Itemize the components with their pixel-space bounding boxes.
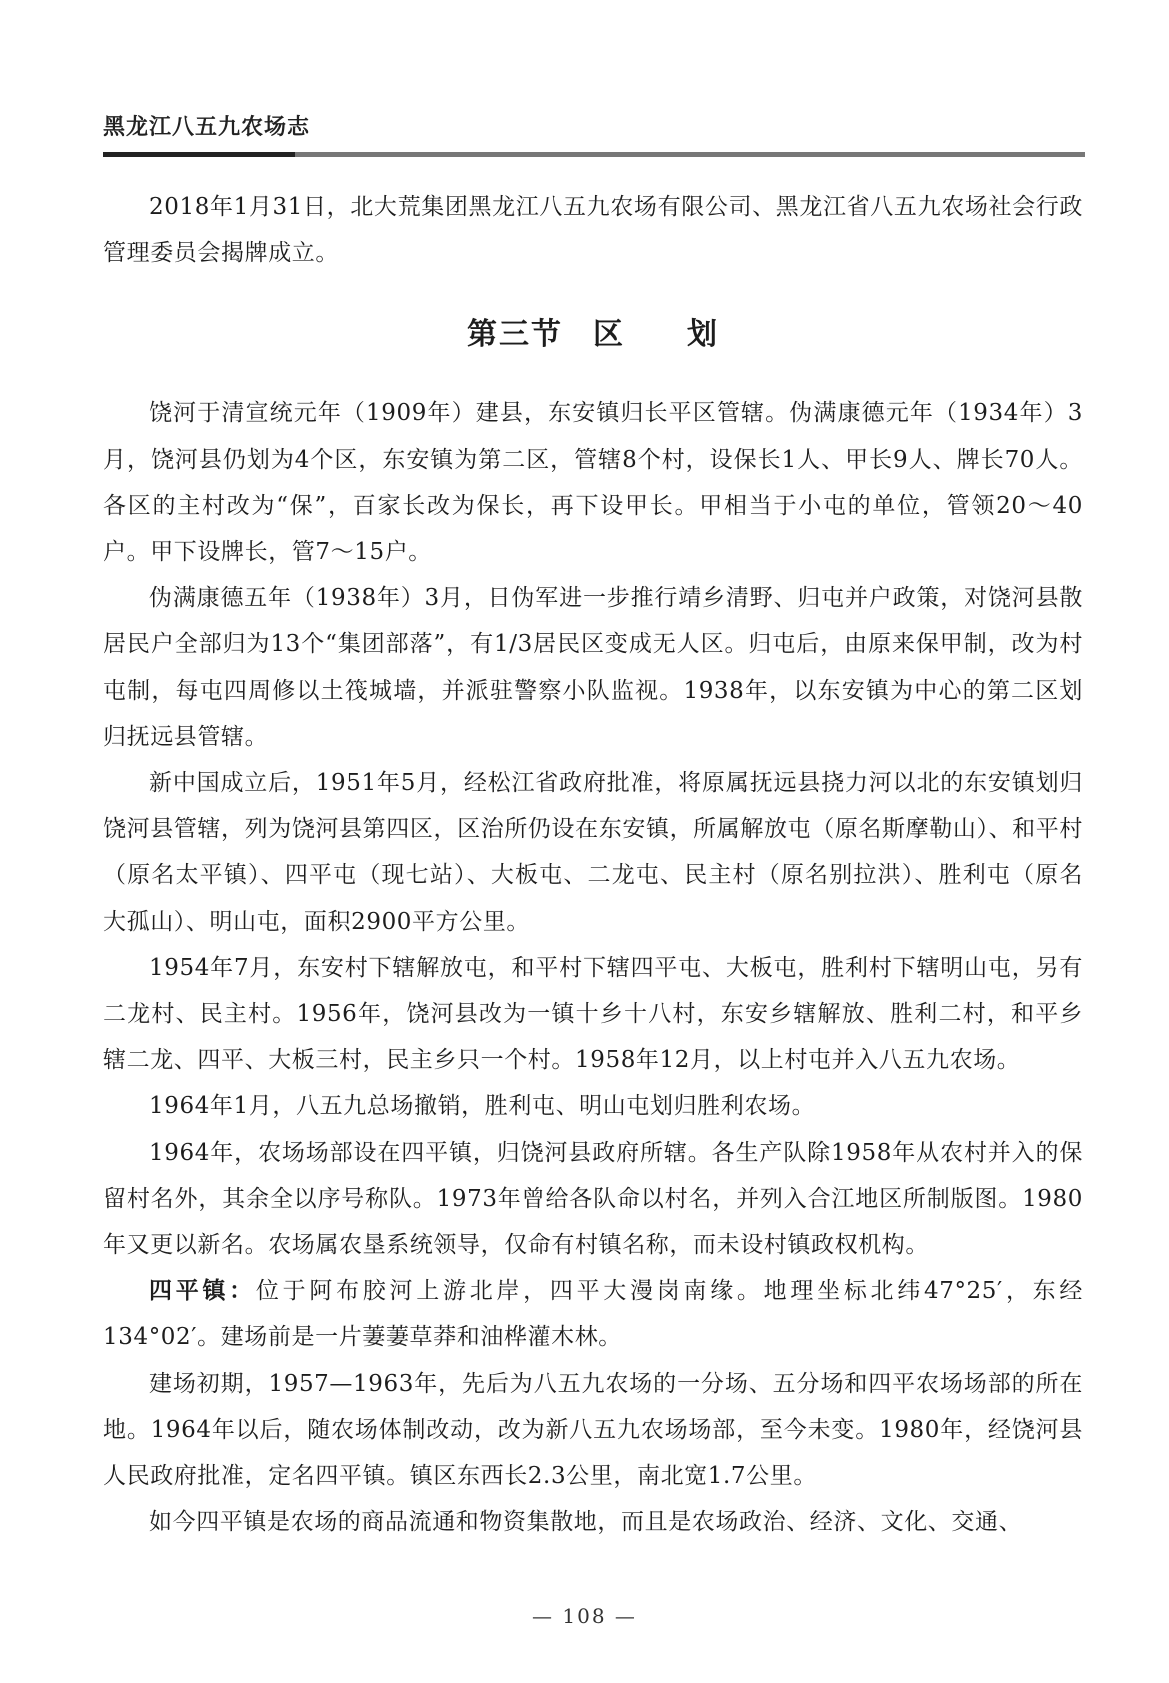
siping-lead: 四平镇： (149, 1277, 256, 1305)
paragraph-6: 1964年，农场场部设在四平镇，归饶河县政府所辖。各生产队除1958年从农村并入的保留村名外，其余全以序号称队。1973年曾给各队命以村名，并列入合江地区所制版图。1980年又更以新名。农场属农垦系统领导，仅命有村镇名称，而未设村镇政权机构。 (103, 1139, 1083, 1259)
page-number: — 108 — (532, 1604, 637, 1628)
page-body (103, 184, 1083, 1545)
paragraph-3: 新中国成立后，1951年5月，经松江省政府批准，将原属抚远县挠力河以北的东安镇划归饶河县管辖，列为饶河县第四区，区治所仍设在东安镇，所属解放屯（原名斯摩勒山）、和平村（原名太平镇）、四平屯（现七站）、大板屯、二龙屯、民主村（原名别拉洪）、胜利屯（原名大孤山）、明山屯，面积2900平方公里。 (103, 770, 1083, 935)
paragraph-2: 伪满康德五年（1938年）3月，日伪军进一步推行靖乡清野、归屯并户政策，对饶河县散居民户全部归为13个“集团部落”，有1/3居民区变成无人区。归屯后，由原来保甲制，改为村屯制，每屯四周修以土筏城墙，并派驻警察小队监视。1938年，以东安镇为中心的第二区划归抚远县管辖。 (103, 585, 1083, 750)
section-title-char-2: 划 (687, 317, 719, 353)
section-title (103, 312, 1083, 358)
siping-paragraph (103, 1268, 1083, 1360)
header-rule-accent (103, 152, 295, 157)
paragraph-4: 1954年7月，东安村下辖解放屯，和平村下辖四平屯、大板屯，胜利村下辖明山屯，另有二龙村、民主村。1956年，饶河县改为一镇十乡十八村，东安乡辖解放、胜利二村，和平乡辖二龙、四平、大板三村，民主乡只一个村。1958年12月，以上村屯并入八五九农场。 (103, 954, 1083, 1074)
paragraph-5: 1964年1月，八五九总场撤销，胜利屯、明山屯划归胜利农场。 (149, 1093, 816, 1120)
paragraph-1: 饶河于清宣统元年（1909年）建县，东安镇归长平区管辖。伪满康德元年（1934年）3月，饶河县仍划为4个区，东安镇为第二区，管辖8个村，设保长1人、甲长9人、牌长70人。各区的主村改为“保”，百家长改为保长，再下设甲长。甲相当于小屯的单位，管领20～40户。甲下设牌长，管7～15户。 (103, 400, 1083, 566)
section-label: 第三节 (467, 317, 563, 353)
paragraph-8: 如今四平镇是农场的商品流通和物资集散地，而且是农场政治、经济、文化、交通、 (149, 1509, 1023, 1536)
siping-text: 位于阿布胶河上游北岸，四平大漫岗南缘。地理坐标北纬47°25′，东经134°02′。建场前是一片萋萋草莽和油桦灌木林。 (103, 1278, 1084, 1351)
running-header: 黑龙江八五九农场志 (103, 114, 311, 140)
paragraph-7: 建场初期，1957—1963年，先后为八五九农场的一分场、五分场和四平农场场部的所在地。1964年以后，随农场体制改动，改为新八五九农场场部，至今未变。1980年，经饶河县人民政府批准，定名四平镇。镇区东西长2.3公里，南北宽1.7公里。 (103, 1370, 1083, 1490)
opening-paragraph: 2018年1月31日，北大荒集团黑龙江八五九农场有限公司、黑龙江省八五九农场社会行政管理委员会揭牌成立。 (103, 194, 1083, 267)
section-title-char-1: 区 (593, 317, 625, 353)
